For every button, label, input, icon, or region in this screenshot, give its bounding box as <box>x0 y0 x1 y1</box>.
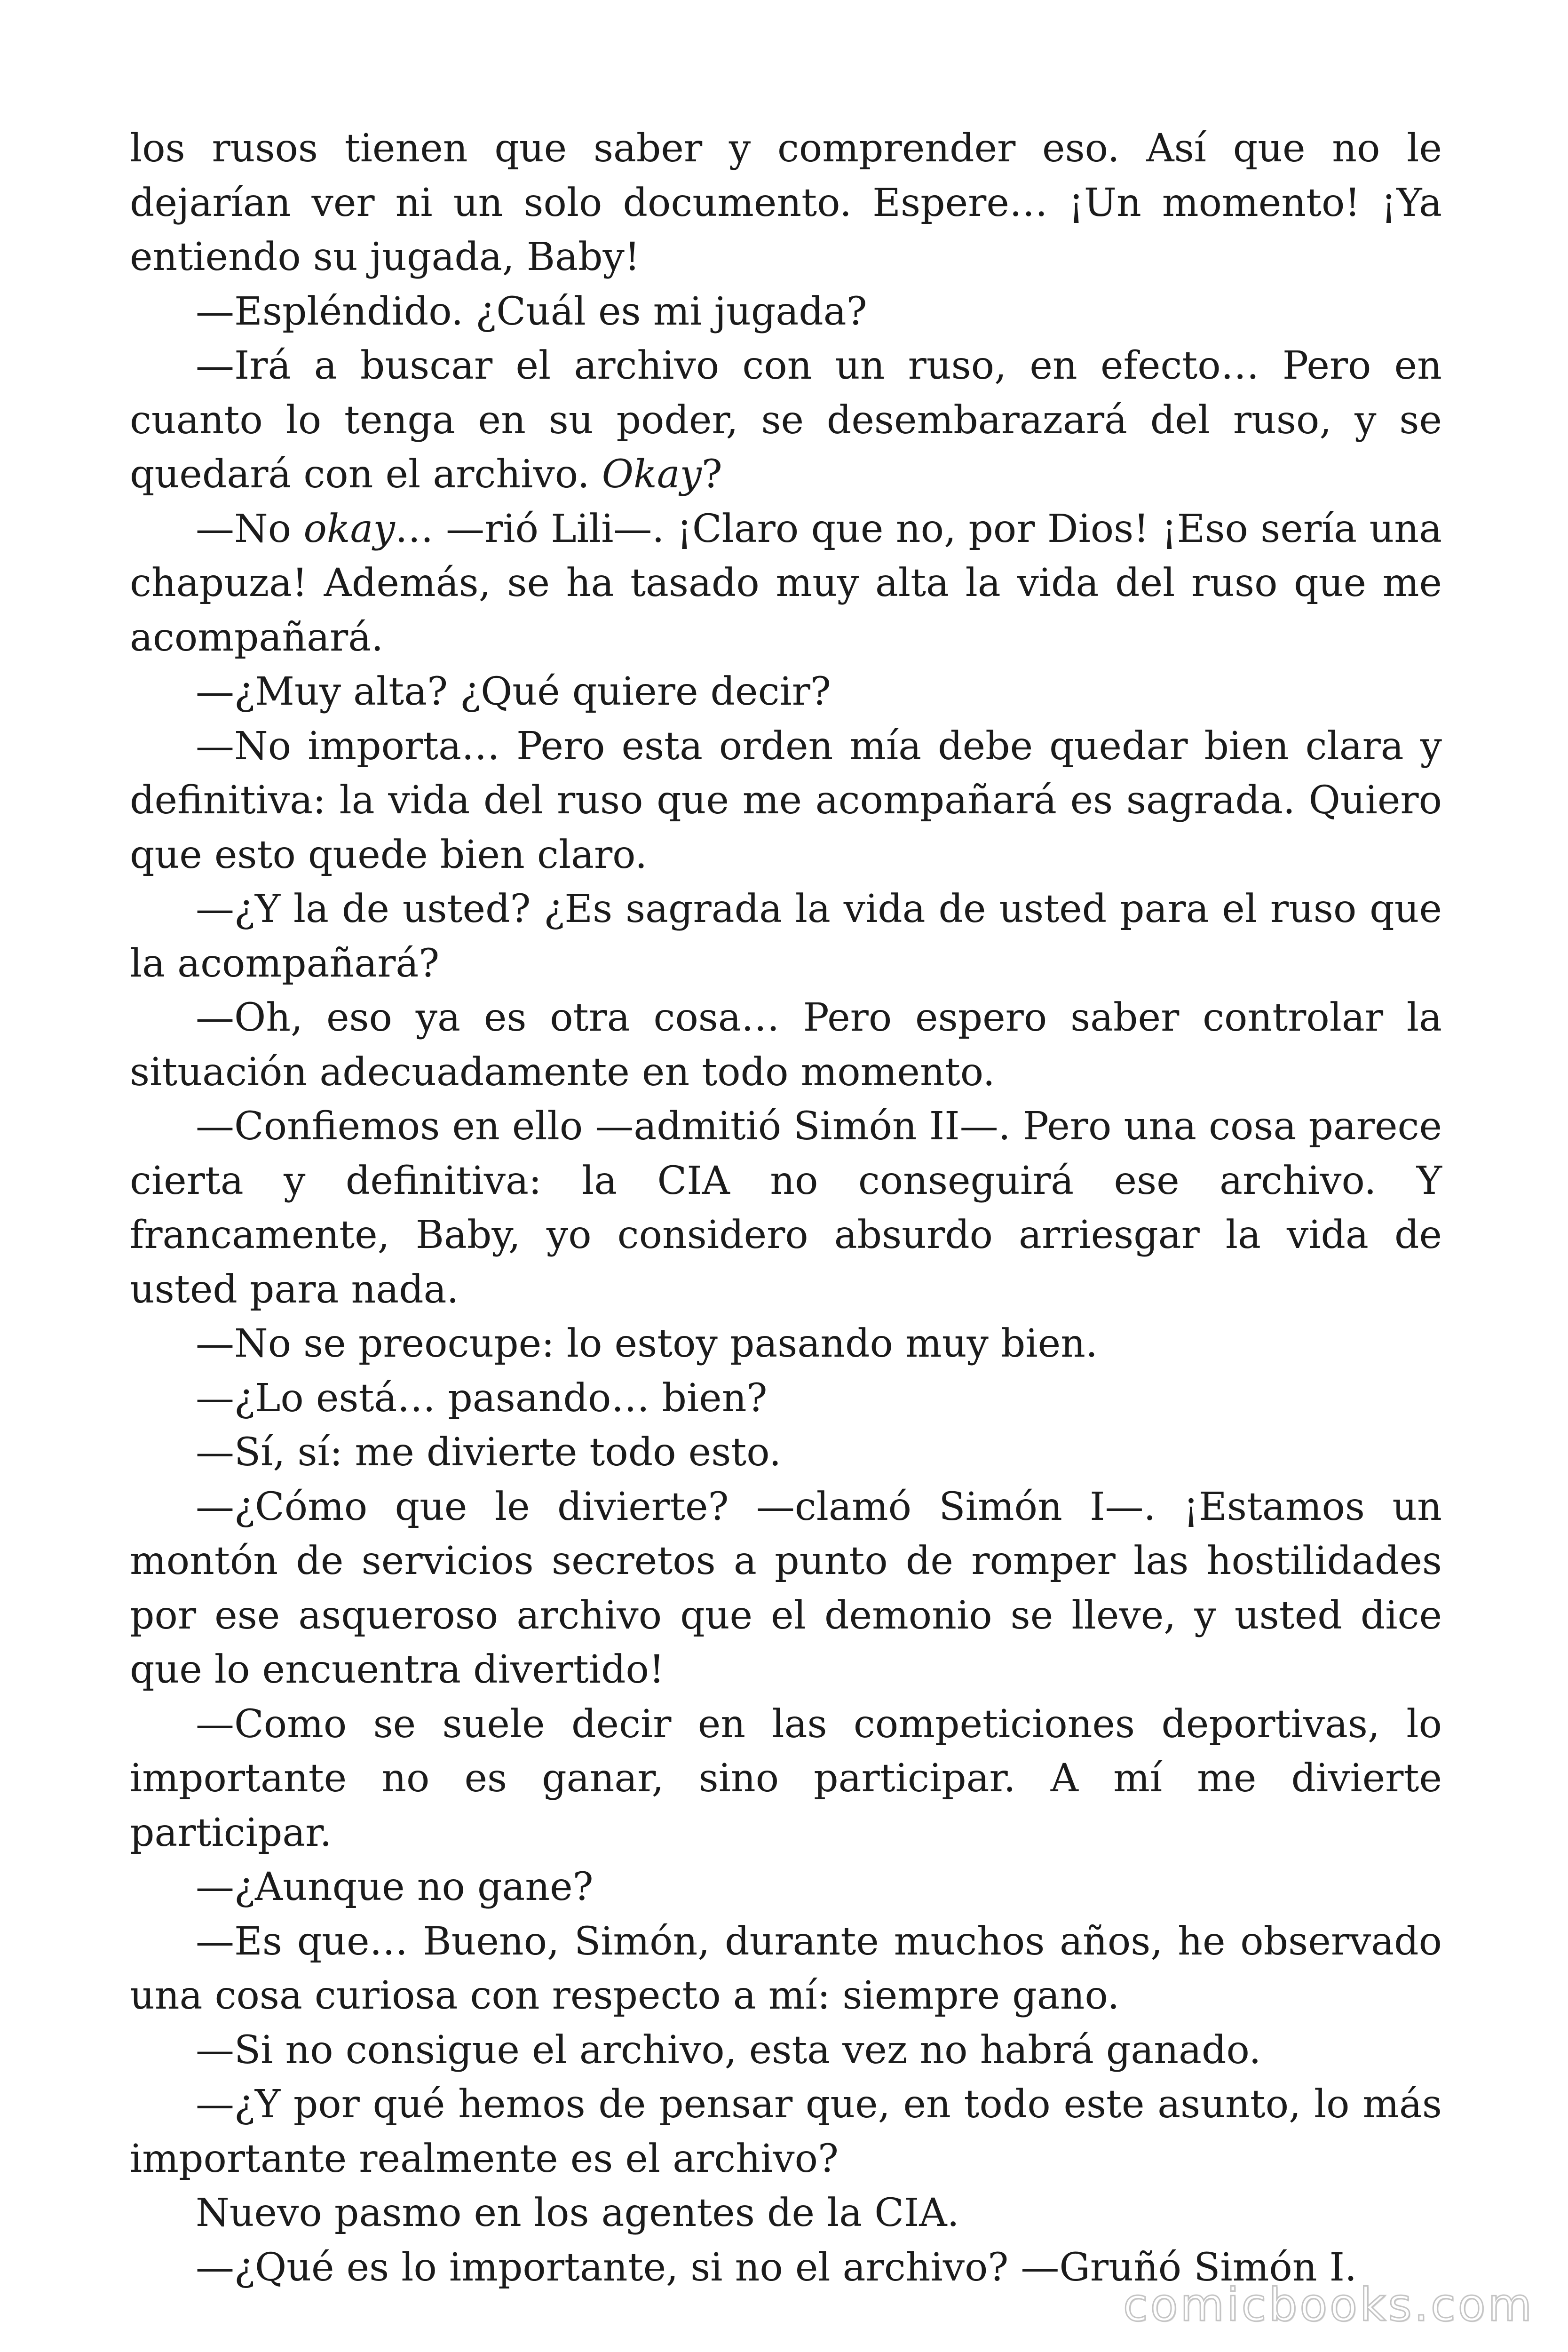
paragraph-6: —No importa… Pero esta orden mía debe quedar bien clara y definitiva: la vida del ruso que me acompañará es sagrada. Quiero que esto quede bien claro. <box>130 723 1442 877</box>
paragraph-19: Nuevo pasmo en los agentes de la CIA. <box>196 2191 959 2235</box>
paragraph-2: —Espléndido. ¿Cuál es mi jugada? <box>196 289 867 334</box>
paragraph-9: —Confiemos en ello —admitió Simón II—. Pero una cosa parece cierta y definitiva: la CIA no conseguirá ese archivo. Y francamente, Baby, yo considero absurdo arriesgar la vida de usted para nada. <box>130 1104 1442 1312</box>
paragraph-3 <box>130 339 1442 502</box>
paragraph-4 <box>130 502 1442 665</box>
paragraph-18: —¿Y por qué hemos de pensar que, en todo este asunto, lo más importante realmente es el archivo? <box>130 2082 1442 2181</box>
paragraph-14: —Como se suele decir en las competiciones deportivas, lo importante no es ganar, sino participar. A mí me divierte participar. <box>130 1701 1442 1855</box>
paragraph-16: —Es que… Bueno, Simón, durante muchos años, he observado una cosa curiosa con respecto a mí: siempre gano. <box>130 1919 1442 2018</box>
paragraph-10: —No se preocupe: lo estoy pasando muy bien. <box>196 1321 1098 1366</box>
paragraph-8: —Oh, eso ya es otra cosa… Pero espero saber controlar la situación adecuadamente en todo momento. <box>130 995 1442 1095</box>
body-text <box>130 121 1442 2295</box>
paragraph-3-italic-word: Okay <box>602 452 702 497</box>
paragraph-11: —¿Lo está… pasando… bien? <box>196 1375 768 1421</box>
paragraph-17: —Si no consigue el archivo, esta vez no habrá ganado. <box>196 2027 1261 2073</box>
paragraph-12: —Sí, sí: me divierte todo esto. <box>196 1430 782 1475</box>
paragraph-1: los rusos tienen que saber y comprender eso. Así que no le dejarían ver ni un solo documento. Espere… ¡Un momento! ¡Ya entiendo su jugada, Baby! <box>130 126 1442 279</box>
paragraph-4-italic-word: okay <box>303 506 395 551</box>
paragraph-3-text: —Irá a buscar el archivo con un ruso, en efecto… Pero en cuanto lo tenga en su poder, se desembarazará del ruso, y se quedará con el archivo. <box>130 343 1442 497</box>
watermark: comicbooks.com <box>1123 2279 1534 2331</box>
paragraph-4-tail: … —rió Lili—. ¡Claro que no, por Dios! ¡Eso sería una chapuza! Además, se ha tasado muy alta la vida del ruso que me acompañará. <box>130 506 1442 660</box>
paragraph-15: —¿Aunque no gane? <box>196 1865 594 1909</box>
paragraph-3-tail: ? <box>701 452 722 497</box>
paragraph-7: —¿Y la de usted? ¿Es sagrada la vida de usted para el ruso que la acompañará? <box>130 887 1442 986</box>
paragraph-13: —¿Cómo que le divierte? —clamó Simón I—. ¡Estamos un montón de servicios secretos a punto de romper las hostilidades por ese asqueroso archivo que el demonio se lleve, y usted dice que lo encuentra divertido! <box>130 1484 1442 1692</box>
paragraph-20: —¿Qué es lo importante, si no el archivo? —Gruñó Simón I. <box>196 2245 1357 2290</box>
paragraph-5: —¿Muy alta? ¿Qué quiere decir? <box>196 669 831 714</box>
paragraph-4-text: —No <box>196 506 304 551</box>
